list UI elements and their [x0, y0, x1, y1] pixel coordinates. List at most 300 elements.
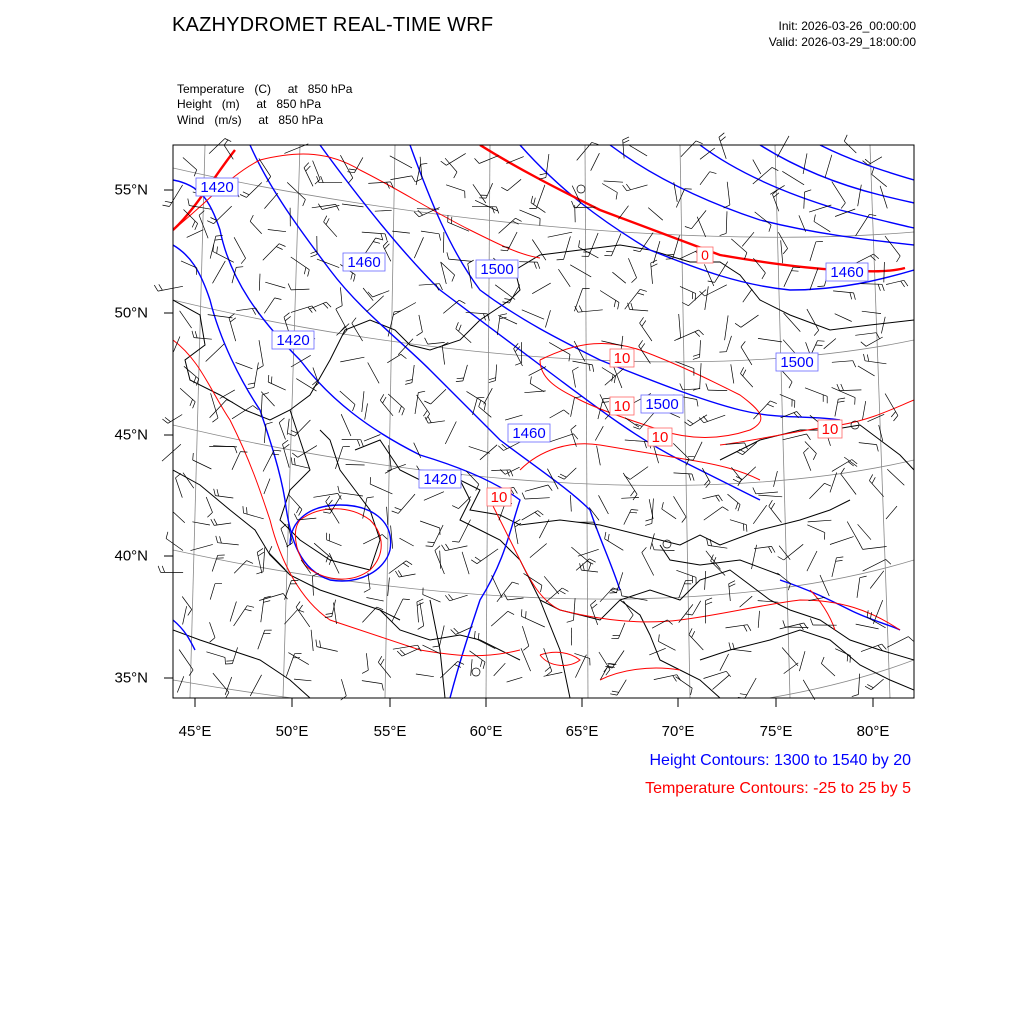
wind-barb-feather — [729, 642, 731, 649]
wind-barb-feather — [623, 185, 627, 191]
wind-barb-feather — [279, 418, 284, 423]
field-height: Height (m) at 850 hPa — [177, 97, 322, 111]
wind-barb — [782, 171, 804, 185]
wind-barb — [214, 206, 232, 224]
wind-barb — [688, 290, 706, 306]
wind-barb-feather — [283, 440, 289, 444]
wind-barb — [258, 630, 265, 649]
wind-barb — [572, 186, 580, 204]
wind-barb-feather — [778, 557, 784, 561]
wind-barb — [564, 468, 576, 479]
wind-barb — [210, 236, 216, 259]
wind-barb — [856, 624, 879, 629]
wind-barb — [391, 176, 412, 180]
wind-barb-feather — [521, 609, 522, 616]
wind-barb-feather — [642, 321, 646, 327]
wind-barb-feather — [706, 384, 708, 391]
wind-barb-feather — [442, 545, 446, 551]
wind-barb — [887, 469, 904, 485]
wind-barb-feather — [537, 262, 539, 269]
wind-barb-feather — [468, 260, 474, 264]
wind-barb-feather — [686, 460, 693, 461]
lon-label-75: 75°E — [759, 723, 793, 740]
wind-barb — [254, 363, 258, 388]
wind-barb-feather — [587, 561, 593, 564]
plot-frame — [173, 145, 914, 698]
wind-barb-feather — [299, 605, 303, 611]
wind-barb-feather — [326, 218, 329, 224]
wind-barb — [362, 607, 376, 622]
wind-barb-feather — [166, 532, 168, 539]
wind-barb — [424, 492, 444, 501]
wind-barb — [443, 232, 444, 253]
wind-barb-feather — [397, 651, 402, 656]
wind-barb — [784, 267, 793, 287]
wind-barb — [530, 383, 544, 391]
wind-barb-feather — [692, 292, 693, 299]
temperature-label — [610, 397, 634, 415]
wind-barb — [628, 258, 636, 278]
wind-barb — [393, 645, 418, 649]
wind-barb — [741, 315, 759, 327]
wind-barb — [824, 339, 836, 349]
wind-barb-feather — [816, 345, 823, 346]
wind-barb-feather — [484, 403, 485, 410]
wind-barb-feather — [621, 589, 622, 596]
wind-barb — [495, 285, 515, 300]
height-label-text: 1420 — [200, 179, 234, 196]
wind-barb — [234, 237, 246, 258]
wind-barb-feather — [217, 489, 219, 496]
wind-barb — [261, 392, 274, 407]
wind-barb-feather — [323, 512, 330, 513]
wind-barb — [548, 232, 572, 237]
wind-barb — [887, 637, 908, 648]
wind-barb — [706, 551, 721, 570]
wind-barb — [177, 676, 184, 692]
wind-barb — [250, 221, 262, 233]
wind-barb-feather — [859, 543, 862, 549]
wind-barb-feather — [593, 365, 594, 372]
wind-barb-feather — [559, 591, 565, 594]
wind-barb — [506, 157, 523, 164]
wind-barb — [259, 594, 283, 601]
wind-barb — [284, 610, 297, 625]
wind-barb-feather — [853, 361, 856, 367]
wind-barb — [341, 679, 346, 696]
wind-barb-feather — [230, 318, 236, 322]
wind-barb — [232, 647, 237, 663]
wind-barb-feather — [296, 507, 299, 513]
wind-barb — [871, 679, 883, 690]
wind-barb — [571, 398, 575, 417]
wind-barb-feather — [901, 281, 905, 287]
wind-barb — [835, 314, 852, 322]
wind-barb — [857, 578, 860, 598]
wind-barb-feather — [454, 172, 457, 178]
wind-barb — [704, 264, 713, 286]
wind-barb-feather — [456, 322, 459, 329]
wind-barb — [745, 678, 756, 698]
wind-barb-feather — [673, 676, 677, 682]
wind-barb-feather — [423, 410, 427, 416]
lat-label-55: 55°N — [114, 181, 148, 199]
wind-barb-feather — [689, 474, 691, 481]
wind-barb — [525, 498, 550, 499]
wind-barb — [578, 549, 599, 556]
wind-barb-feather — [418, 626, 424, 630]
wind-barb-feather — [285, 316, 291, 320]
wind-barb — [236, 363, 253, 369]
wind-barb — [832, 387, 856, 397]
wind-barb — [727, 182, 730, 205]
wind-barb-feather — [741, 341, 745, 347]
wind-barb — [176, 478, 183, 498]
wind-barb — [341, 414, 351, 436]
wind-barb — [884, 262, 885, 282]
wind-barb — [244, 513, 264, 519]
temperature-contour-note: Temperature Contours: -25 to 25 by 5 — [645, 780, 911, 797]
wind-barb-feather — [406, 380, 413, 382]
wind-barb-feather — [475, 557, 481, 561]
height-contours — [173, 145, 914, 698]
height-label — [476, 260, 518, 278]
wind-barb-feather — [257, 366, 263, 370]
wind-barb-feather — [284, 444, 290, 448]
wind-barb-feather — [489, 381, 496, 383]
height-label-text: 1420 — [423, 471, 457, 488]
wind-barb-feather — [838, 401, 845, 402]
wind-barb — [741, 374, 753, 388]
wind-barb-feather — [729, 584, 735, 587]
wind-barb — [508, 232, 518, 251]
wind-barb — [623, 601, 633, 615]
wind-barb — [779, 546, 790, 560]
wind-barb — [450, 595, 468, 601]
wind-barb-feather — [716, 496, 720, 502]
wind-barb — [291, 306, 312, 313]
wind-barb — [870, 571, 884, 589]
wind-barb-feather — [224, 140, 228, 146]
wind-barb — [317, 647, 338, 652]
wind-barb-feather — [631, 510, 638, 511]
wind-barb — [420, 521, 440, 528]
wind-barb-feather — [723, 507, 729, 511]
wind-barb-feather — [805, 190, 812, 192]
wind-barb — [375, 210, 392, 211]
wind-barb — [604, 181, 623, 182]
wind-barb — [731, 649, 752, 651]
wind-barb — [286, 654, 294, 677]
wind-barb — [690, 415, 707, 426]
wind-barb — [782, 648, 798, 666]
wind-barb — [642, 553, 654, 576]
wind-barb — [705, 571, 706, 590]
wind-barb — [591, 605, 598, 625]
height-label-text: 1500 — [780, 354, 814, 371]
wind-barb — [166, 539, 183, 551]
wind-barb — [674, 473, 693, 474]
wind-barb — [873, 600, 882, 624]
height-contour-note: Height Contours: 1300 to 1540 by 20 — [649, 752, 911, 769]
wind-barb-feather — [867, 355, 869, 362]
wind-barb — [215, 496, 233, 498]
wind-barb — [230, 602, 236, 622]
wind-barb — [832, 558, 837, 577]
wind-barb-feather — [235, 447, 238, 454]
wind-barb-feather — [294, 514, 297, 520]
wind-barb — [627, 185, 648, 191]
wind-barb-feather — [459, 300, 465, 303]
wind-barb-feather — [403, 563, 409, 567]
wind-barb — [602, 184, 617, 193]
wind-barb-feather — [592, 604, 597, 609]
wind-barb-feather — [382, 535, 387, 540]
wind-barb-feather — [606, 670, 610, 676]
wind-barb — [807, 551, 817, 571]
height-label — [826, 263, 868, 281]
wind-barb-feather — [854, 293, 856, 300]
temperature-label-text: 10 — [613, 398, 631, 415]
wind-barb — [742, 232, 754, 246]
wind-barb — [740, 596, 753, 607]
wind-barb — [340, 287, 342, 305]
wind-barb — [881, 317, 885, 334]
lat-label-45: 45°N — [114, 426, 148, 444]
wind-barb — [420, 603, 424, 626]
temperature-label-text: 10 — [821, 421, 839, 438]
wind-barb — [497, 315, 500, 335]
wind-barb-feather — [320, 641, 321, 648]
wind-barb-feather — [412, 176, 416, 182]
wind-barb-feather — [193, 453, 194, 460]
wind-barb — [730, 520, 747, 525]
wind-barb — [835, 649, 850, 656]
wind-barb-feather — [836, 557, 843, 558]
wind-barb — [206, 652, 225, 658]
wind-barb — [676, 570, 696, 577]
wind-barb-feather — [626, 184, 630, 190]
wind-barb-feather — [534, 198, 536, 205]
wind-barb-feather — [574, 434, 578, 439]
wind-barb-feather — [610, 694, 617, 695]
wind-barb-feather — [418, 645, 422, 651]
wind-barb — [803, 153, 807, 174]
wind-barb — [679, 604, 693, 622]
wind-barb-feather — [471, 560, 477, 564]
wind-barb-feather — [220, 536, 222, 543]
wind-barb — [281, 529, 288, 548]
wind-barb-feather — [877, 445, 879, 452]
wind-barb — [193, 460, 212, 469]
wind-barb-feather — [591, 600, 596, 605]
height-label — [419, 470, 461, 488]
wind-barb — [257, 552, 262, 573]
wind-barb-feather — [392, 511, 399, 513]
wind-barb-feather — [338, 486, 340, 493]
wind-barb-feather — [882, 644, 887, 649]
wind-barb — [279, 423, 285, 440]
temperature-label-text: 10 — [651, 429, 669, 446]
wind-barb-feather — [401, 354, 407, 358]
wind-barb — [865, 361, 886, 364]
wind-barb-feather — [614, 300, 615, 307]
wind-barb — [833, 291, 854, 293]
wind-barb-feather — [477, 397, 484, 398]
wind-barb-feather — [402, 409, 405, 416]
wind-barb-feather — [247, 388, 254, 389]
wind-barb — [753, 160, 761, 174]
wind-barb-feather — [457, 378, 464, 379]
wind-barb-feather — [514, 519, 520, 523]
wind-barb — [206, 497, 212, 512]
wind-barb-feather — [818, 341, 825, 342]
wind-barb-feather — [605, 532, 606, 539]
wind-barb — [468, 264, 472, 289]
wind-barb — [268, 230, 286, 232]
wind-barb — [521, 648, 531, 671]
wind-barb — [213, 252, 234, 263]
wind-barb — [363, 288, 373, 301]
wind-barb — [855, 333, 876, 336]
wind-barb-feather — [530, 377, 531, 384]
wind-barb — [640, 233, 653, 252]
wind-barb-feather — [165, 201, 172, 202]
wind-barb-feather — [452, 541, 459, 542]
wind-barb-feather — [257, 548, 263, 552]
wind-barb-feather — [864, 354, 866, 361]
wind-barb — [387, 354, 401, 363]
wind-barb-feather — [193, 402, 196, 409]
wind-barb-feather — [770, 401, 777, 404]
wind-barb-feather — [227, 400, 234, 403]
wind-barb — [602, 368, 616, 377]
wind-barb-feather — [362, 670, 368, 673]
lat-label-50: 50°N — [114, 304, 148, 322]
wind-barb-feather — [483, 662, 485, 669]
wind-barb — [496, 365, 497, 381]
wind-barb — [743, 289, 752, 302]
wind-barb — [574, 598, 576, 620]
temperature-labels — [487, 247, 842, 506]
wind-barb — [388, 578, 390, 597]
wind-barb-feather — [336, 306, 342, 309]
wind-barb-feather — [306, 166, 311, 171]
wind-barb — [832, 460, 852, 472]
wind-barb — [206, 344, 225, 362]
wind-barb-feather — [382, 684, 384, 691]
wind-barb — [194, 338, 212, 340]
wind-barb — [809, 205, 831, 212]
wind-barb — [392, 231, 410, 233]
wind-barb — [264, 298, 274, 313]
lat-label-35: 35°N — [114, 669, 148, 687]
wind-barb — [726, 336, 731, 352]
wind-barb-feather — [637, 293, 644, 295]
wind-barb-feather — [736, 503, 738, 510]
wind-barb-feather — [229, 314, 235, 318]
wind-barb-feather — [214, 519, 217, 525]
wind-barb — [473, 398, 478, 415]
wind-barb-feather — [326, 613, 333, 614]
wind-barb-feather — [478, 633, 479, 640]
wind-barb — [726, 211, 727, 233]
wind-barb-feather — [165, 417, 171, 421]
wind-barb-feather — [618, 302, 619, 309]
wind-barb — [720, 654, 729, 671]
wind-barb-feather — [579, 240, 580, 247]
wind-barb-feather — [426, 546, 433, 547]
wind-barb-feather — [904, 280, 908, 286]
wind-barb-feather — [418, 391, 425, 392]
wind-barb — [412, 365, 414, 383]
wind-barb-feather — [534, 262, 536, 269]
wind-barb-feather — [667, 255, 674, 256]
wind-barb — [213, 261, 226, 283]
wind-barb — [546, 588, 562, 602]
wind-barb — [581, 570, 598, 572]
wind-barb-feather — [733, 479, 739, 482]
wind-barb-feather — [441, 161, 447, 165]
wind-barb — [498, 315, 517, 324]
wind-barb-feather — [417, 599, 423, 602]
wind-barb-feather — [772, 546, 775, 552]
wind-barb — [259, 274, 260, 291]
lon-label-50: 50°E — [275, 723, 309, 740]
wind-barb — [640, 323, 652, 341]
wind-barb-feather — [633, 250, 640, 252]
wind-barb — [507, 677, 523, 682]
wind-barb-feather — [772, 167, 778, 170]
wind-barb — [285, 581, 292, 600]
wind-barb-feather — [225, 657, 226, 664]
wind-barb-feather — [380, 394, 384, 400]
wind-barb — [234, 606, 248, 626]
wind-barb — [442, 346, 444, 365]
wind-barb-feather — [689, 628, 692, 634]
wind-barb — [858, 674, 859, 695]
wind-barb — [719, 137, 726, 158]
wind-barb — [681, 141, 696, 157]
wind-barb — [294, 679, 311, 681]
wind-barb-feather — [589, 559, 595, 562]
wind-barb-feather — [538, 511, 544, 515]
wind-barb-feather — [292, 453, 298, 457]
wind-barb-feather — [378, 656, 382, 662]
wind-barb — [263, 450, 274, 471]
wind-barb-feather — [821, 657, 824, 664]
wind-barb-feather — [741, 367, 744, 373]
wind-barb — [700, 172, 710, 185]
wind-barb-feather — [540, 173, 547, 175]
wind-barb — [313, 368, 319, 384]
wind-barb-feather — [583, 564, 585, 571]
wind-barb-feather — [557, 259, 564, 260]
wind-barb-feather — [315, 179, 320, 184]
wind-barb-feather — [523, 646, 528, 650]
wind-barb — [459, 520, 470, 543]
wind-barb — [630, 145, 648, 156]
wind-barb — [232, 452, 240, 470]
lon-label-60: 60°E — [469, 723, 503, 740]
wind-barb-feather — [311, 254, 318, 257]
height-label — [196, 178, 238, 196]
wind-barb — [885, 394, 898, 416]
wind-barb — [431, 389, 446, 404]
wind-barb-feather — [215, 239, 222, 240]
wind-barb — [780, 623, 804, 629]
wind-barb-feather — [838, 398, 845, 399]
